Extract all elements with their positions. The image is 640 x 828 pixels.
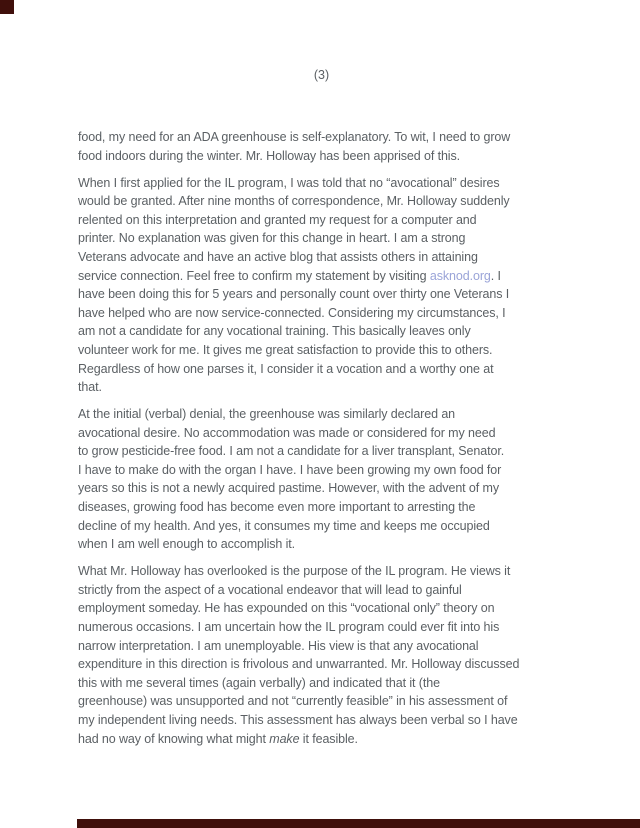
text-line [78, 562, 623, 581]
text-line [78, 229, 623, 248]
text-segment: employment someday. He has expounded on this “vocational only” theory on [78, 601, 495, 616]
text-line [78, 711, 623, 730]
text-line [78, 128, 623, 147]
text-segment: to grow pesticide-free food. I am not a candidate for a liver transplant, Senator. [78, 444, 505, 459]
text-segment: have helped who are now service-connected. Considering my circumstances, I [78, 305, 506, 320]
text-line [78, 535, 623, 554]
text-line [78, 378, 623, 397]
text-segment: would be granted. After nine months of correspondence, Mr. Holloway suddenly [78, 194, 510, 209]
text-segment: Veterans advocate and have an active blog that assists others in attaining [78, 249, 478, 264]
text-line [78, 517, 623, 536]
text-segment: numerous occasions. I am uncertain how the IL program could ever fit into his [78, 620, 500, 635]
text-segment: . I [490, 268, 501, 283]
text-segment: relented on this interpretation and granted my request for a computer and [78, 212, 477, 227]
text-line [78, 267, 623, 286]
text-segment: it feasible. [299, 731, 358, 746]
text-segment: What Mr. Holloway has overlooked is the purpose of the IL program. He views it [78, 564, 511, 579]
text-segment: service connection. Feel free to confirm my statement by visiting [78, 268, 430, 283]
paragraph [78, 174, 623, 397]
text-segment: I have to make do with the organ I have. I have been growing my own food for [78, 462, 502, 477]
text-segment: At the initial (verbal) denial, the greenhouse was similarly declared an [78, 407, 456, 422]
text-line [78, 730, 623, 749]
text-line [78, 211, 623, 230]
paragraph [78, 562, 623, 748]
text-line [78, 581, 623, 600]
scan-artifact-corner [0, 0, 14, 14]
text-segment: this with me several times (again verbally) and indicated that it (the [78, 675, 440, 690]
text-segment: expenditure in this direction is frivolous and unwarranted. Mr. Holloway discussed [78, 657, 520, 672]
text-line [78, 322, 623, 341]
text-line [78, 192, 623, 211]
text-line [78, 692, 623, 711]
page-number: (3) [313, 68, 330, 82]
text-line [78, 405, 623, 424]
text-segment: decline of my health. And yes, it consumes my time and keeps me occupied [78, 518, 490, 533]
text-segment: food indoors during the winter. Mr. Holloway has been apprised of this. [78, 148, 461, 163]
text-line [78, 442, 623, 461]
paragraph [78, 405, 623, 554]
text-segment: volunteer work for me. It gives me great satisfaction to provide this to others. [78, 342, 493, 357]
document-text [78, 128, 623, 757]
text-segment: had no way of knowing what might [78, 731, 270, 746]
text-segment: printer. No explanation was given for this change in heart. I am a strong [78, 231, 466, 246]
italic-text: make [269, 731, 300, 746]
paragraph [78, 128, 623, 165]
text-line [78, 674, 623, 693]
text-line [78, 248, 623, 267]
text-segment: am not a candidate for any vocational training. This basically leaves only [78, 324, 471, 339]
text-segment: years so this is not a newly acquired pastime. However, with the advent of my [78, 481, 499, 496]
text-segment: When I first applied for the IL program, I was told that no “avocational” desires [78, 175, 500, 190]
text-line [78, 147, 623, 166]
text-line [78, 285, 623, 304]
text-line [78, 304, 623, 323]
text-segment: diseases, growing food has become even more important to arresting the [78, 500, 476, 515]
text-segment: narrow interpretation. I am unemployable. His view is that any avocational [78, 638, 479, 653]
text-segment: when I am well enough to accomplish it. [78, 537, 296, 552]
text-segment: greenhouse) was unsupported and not “currently feasible” in his assessment of [78, 694, 508, 709]
text-line [78, 479, 623, 498]
text-segment: have been doing this for 5 years and personally count over thirty one Veterans I [78, 287, 510, 302]
text-segment: strictly from the aspect of a vocational endeavor that will lead to gainful [78, 582, 462, 597]
text-segment: my independent living needs. This assessment has always been verbal so I have [78, 712, 518, 727]
text-segment: Regardless of how one parses it, I consider it a vocation and a worthy one at [78, 361, 494, 376]
text-line [78, 174, 623, 193]
scan-artifact-bottom-bar [77, 819, 640, 828]
text-line [78, 498, 623, 517]
text-segment: food, my need for an ADA greenhouse is self-explanatory. To wit, I need to grow [78, 130, 511, 144]
asknod-link[interactable]: asknod.org [429, 268, 491, 283]
text-line [78, 461, 623, 480]
text-line [78, 599, 623, 618]
text-segment: avocational desire. No accommodation was made or considered for my need [78, 425, 496, 440]
text-segment: that. [78, 380, 102, 395]
text-line [78, 618, 623, 637]
text-line [78, 341, 623, 360]
text-line [78, 637, 623, 656]
text-line [78, 655, 623, 674]
text-line [78, 424, 623, 443]
text-line [78, 360, 623, 379]
